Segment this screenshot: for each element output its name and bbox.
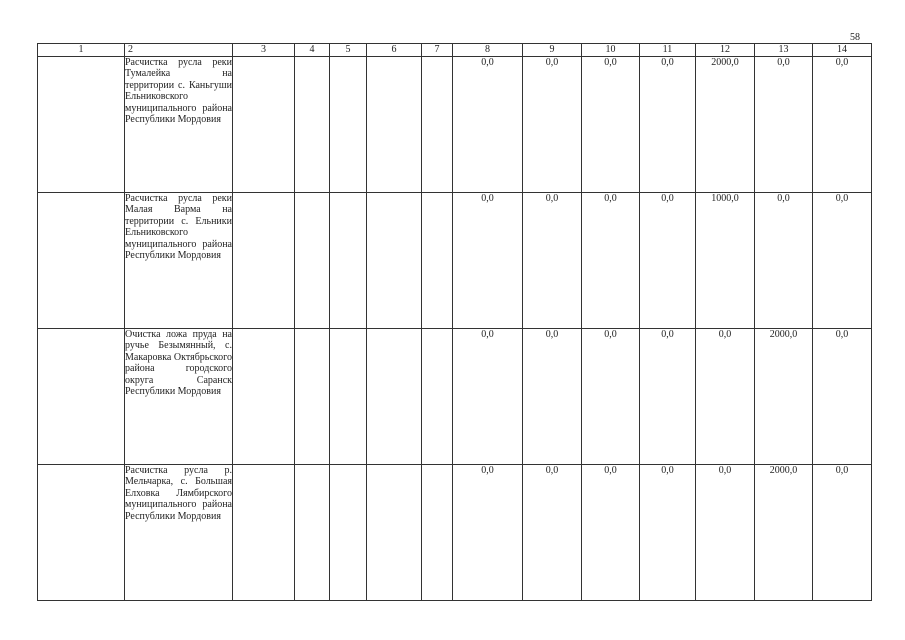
column-header-9: 9 xyxy=(523,44,582,57)
empty-cell xyxy=(38,329,125,465)
value-cell-col9: 0,0 xyxy=(523,329,582,465)
empty-cell xyxy=(367,57,422,193)
value-cell-col13: 2000,0 xyxy=(755,329,813,465)
value-cell-col11: 0,0 xyxy=(640,57,696,193)
column-header-5: 5 xyxy=(330,44,367,57)
value-cell-col14: 0,0 xyxy=(813,57,872,193)
value-cell-col10: 0,0 xyxy=(582,193,640,329)
value-cell-col11: 0,0 xyxy=(640,193,696,329)
value-cell-col8: 0,0 xyxy=(453,329,523,465)
table-row xyxy=(38,465,872,601)
empty-cell xyxy=(422,57,453,193)
empty-cell xyxy=(330,57,367,193)
value-cell-col10: 0,0 xyxy=(582,329,640,465)
value-cell-col10: 0,0 xyxy=(582,57,640,193)
value-cell-col9: 0,0 xyxy=(523,57,582,193)
value-cell-col9: 0,0 xyxy=(523,193,582,329)
column-header-13: 13 xyxy=(755,44,813,57)
funding-table xyxy=(37,43,872,601)
header-row xyxy=(38,44,872,57)
value-cell-col11: 0,0 xyxy=(640,465,696,601)
table-row xyxy=(38,329,872,465)
column-header-3: 3 xyxy=(233,44,295,57)
value-cell-col14: 0,0 xyxy=(813,465,872,601)
column-header-11: 11 xyxy=(640,44,696,57)
value-cell-col13: 0,0 xyxy=(755,57,813,193)
empty-cell xyxy=(330,329,367,465)
empty-cell xyxy=(330,465,367,601)
value-cell-col8: 0,0 xyxy=(453,193,523,329)
description-cell: Очистка ложа пруда на ручье Безымянный, с. Макаровка Октябрьского района городского округа Саранск Республики Мордовия xyxy=(125,329,233,465)
empty-cell xyxy=(330,193,367,329)
column-header-12: 12 xyxy=(696,44,755,57)
value-cell-col13: 0,0 xyxy=(755,193,813,329)
column-header-8: 8 xyxy=(453,44,523,57)
empty-cell xyxy=(295,465,330,601)
value-cell-col13: 2000,0 xyxy=(755,465,813,601)
empty-cell xyxy=(38,465,125,601)
column-header-14: 14 xyxy=(813,44,872,57)
value-cell-col14: 0,0 xyxy=(813,193,872,329)
empty-cell xyxy=(233,465,295,601)
description-cell: Расчистка русла реки Тумалейка на территории с. Каньгуши Ельниковского муниципального района Республики Мордовия xyxy=(125,57,233,193)
value-cell-col14: 0,0 xyxy=(813,329,872,465)
description-cell: Расчистка русла р. Мельчарка, с. Большая Елховка Лямбирского муниципального района Республики Мордовия xyxy=(125,465,233,601)
value-cell-col11: 0,0 xyxy=(640,329,696,465)
description-cell: Расчистка русла реки Малая Варма на территории с. Ельники Ельниковского муниципального района Республики Мордовия xyxy=(125,193,233,329)
column-header-6: 6 xyxy=(367,44,422,57)
value-cell-col12: 0,0 xyxy=(696,329,755,465)
table-row xyxy=(38,193,872,329)
value-cell-col12: 2000,0 xyxy=(696,57,755,193)
page-number: 58 xyxy=(850,32,860,43)
empty-cell xyxy=(295,57,330,193)
column-header-1: 1 xyxy=(38,44,125,57)
empty-cell xyxy=(422,465,453,601)
value-cell-col8: 0,0 xyxy=(453,465,523,601)
value-cell-col9: 0,0 xyxy=(523,465,582,601)
column-header-2: 2 xyxy=(125,44,233,57)
empty-cell xyxy=(367,465,422,601)
value-cell-col12: 0,0 xyxy=(696,465,755,601)
empty-cell xyxy=(38,57,125,193)
empty-cell xyxy=(233,329,295,465)
empty-cell xyxy=(367,329,422,465)
value-cell-col8: 0,0 xyxy=(453,57,523,193)
column-header-10: 10 xyxy=(582,44,640,57)
empty-cell xyxy=(295,193,330,329)
column-header-7: 7 xyxy=(422,44,453,57)
empty-cell xyxy=(422,329,453,465)
empty-cell xyxy=(38,193,125,329)
value-cell-col12: 1000,0 xyxy=(696,193,755,329)
empty-cell xyxy=(422,193,453,329)
empty-cell xyxy=(233,193,295,329)
value-cell-col10: 0,0 xyxy=(582,465,640,601)
empty-cell xyxy=(233,57,295,193)
empty-cell xyxy=(367,193,422,329)
empty-cell xyxy=(295,329,330,465)
column-header-4: 4 xyxy=(295,44,330,57)
table-row xyxy=(38,57,872,193)
